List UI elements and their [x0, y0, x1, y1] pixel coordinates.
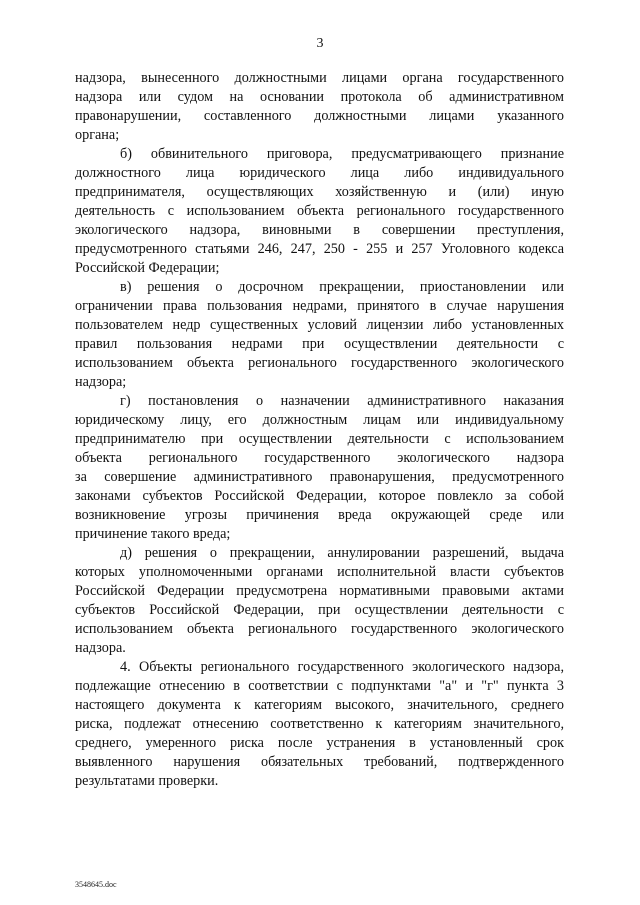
- text-line: Российской Федерации предусмотрена нормативными правовыми актами: [75, 583, 564, 599]
- text-line: ограничении права пользования недрами, принятого в случае нарушения: [75, 298, 564, 314]
- text-line: использованием объекта регионального государственного экологического: [75, 621, 564, 637]
- text-line: должностного лица юридического лица либо индивидуального: [75, 165, 564, 181]
- text-line: использованием объекта регионального государственного экологического: [75, 355, 564, 371]
- text-line: риска, подлежат отнесению соответственно к категориям значительного,: [75, 716, 564, 732]
- text-line: за совершение административного правонарушения, предусмотренного: [75, 469, 564, 485]
- text-line: в) решения о досрочном прекращении, приостановлении или: [120, 279, 564, 295]
- text-line: возникновение угрозы причинения вреда окружающей среде или: [75, 507, 564, 523]
- paragraph: [75, 544, 564, 658]
- text-line: надзора, вынесенного должностными лицами органа государственного: [75, 70, 564, 86]
- text-line: д) решения о прекращении, аннулировании разрешений, выдача: [120, 545, 564, 561]
- text-line: правил пользования недрами при осуществлении деятельности с: [75, 336, 564, 352]
- text-line: пользователем недр существенных условий лицензии либо установленных: [75, 317, 564, 333]
- text-line: объекта регионального государственного экологического надзора: [75, 450, 564, 466]
- document-body: [75, 69, 564, 791]
- text-line: деятельность с использованием объекта регионального государственного: [75, 203, 564, 219]
- paragraph: [75, 145, 564, 278]
- paragraph: [75, 278, 564, 392]
- page-number: 3: [316, 36, 324, 51]
- text-line: выявленного нарушения обязательных требований, подтвержденного: [75, 754, 564, 770]
- text-line: экологического надзора, виновными в совершении преступления,: [75, 222, 564, 238]
- text-line: правонарушении, составленного должностными лицами указанного: [75, 108, 564, 124]
- text-line: органа;: [75, 127, 120, 143]
- paragraph: [75, 69, 564, 145]
- text-line: юридическому лицу, его должностным лицам или индивидуальному: [75, 412, 564, 428]
- text-line: причинение такого вреда;: [75, 526, 231, 542]
- text-line: г) постановления о назначении административного наказания: [120, 393, 564, 409]
- paragraph: [75, 392, 564, 544]
- text-line: предусмотренного статьями 246, 247, 250 - 255 и 257 Уголовного кодекса: [75, 241, 564, 257]
- text-line: законами субъектов Российской Федерации, которое повлекло за собой: [75, 488, 564, 504]
- text-line: среднего, умеренного риска после устранения в установленный срок: [75, 735, 564, 751]
- text-line: надзора или судом на основании протокола об административном: [75, 89, 564, 105]
- paragraph: [75, 658, 564, 791]
- document-footer-filename: 3548645.doc: [75, 880, 117, 889]
- text-line: б) обвинительного приговора, предусматривающего признание: [120, 146, 564, 162]
- text-line: 4. Объекты регионального государственного экологического надзора,: [120, 659, 564, 675]
- text-line: предпринимателю при осуществлении деятельности с использованием: [75, 431, 564, 447]
- text-line: настоящего документа к категориям высокого, значительного, среднего: [75, 697, 564, 713]
- text-line: предпринимателя, осуществляющих хозяйственную и (или) иную: [75, 184, 564, 200]
- text-line: результатами проверки.: [75, 773, 219, 789]
- text-line: надзора.: [75, 640, 126, 656]
- text-line: надзора;: [75, 374, 127, 390]
- text-line: Российской Федерации;: [75, 260, 220, 276]
- text-line: подлежащие отнесению в соответствии с подпунктами "а" и "г" пункта 3: [75, 678, 564, 694]
- text-line: которых уполномоченными органами исполнительной власти субъектов: [75, 564, 564, 580]
- text-line: субъектов Российской Федерации, при осуществлении деятельности с: [75, 602, 564, 618]
